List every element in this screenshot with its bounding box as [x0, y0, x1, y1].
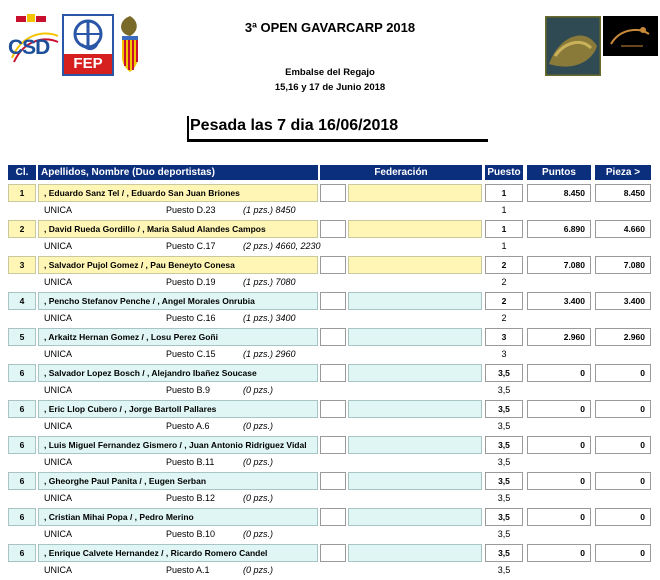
peg-position: Puesto C.17	[166, 241, 216, 251]
csd-logo-text: CSD	[8, 36, 50, 59]
sector-puesto: 1	[501, 205, 507, 215]
federation-cell	[348, 508, 482, 526]
catch-detail: (0 pzs.)	[243, 421, 274, 431]
catch-detail: (0 pzs.)	[243, 385, 274, 395]
rank-cell: 1	[8, 184, 36, 202]
peg-position: Puesto B.9	[166, 385, 211, 395]
puntos-cell: 6.890	[527, 220, 591, 238]
duo-names-cell: , Cristian Mihai Popa / , Pedro Merino	[38, 508, 318, 526]
federation-cell	[348, 400, 482, 418]
fep-logo-text: FEP	[64, 54, 112, 74]
header-names: Apellidos, Nombre (Duo deportistas)	[38, 165, 318, 180]
category-label: UNICA	[44, 313, 73, 323]
sector-puesto: 3,5	[497, 493, 511, 503]
federation-code-cell	[320, 292, 346, 310]
category-label: UNICA	[44, 385, 73, 395]
rank-cell: 6	[8, 436, 36, 454]
federation-code-cell	[320, 508, 346, 526]
pieza-cell: 8.450	[595, 184, 651, 202]
table-row	[0, 400, 660, 436]
pieza-cell: 0	[595, 508, 651, 526]
duo-names-cell: , Arkaitz Hernan Gomez / , Losu Perez Goñi	[38, 328, 318, 346]
federation-cell	[348, 544, 482, 562]
pieza-cell: 0	[595, 472, 651, 490]
duo-names-cell: , David Rueda Gordillo / , Maria Salud Alandes Campos	[38, 220, 318, 238]
pieza-cell: 2.960	[595, 328, 651, 346]
federation-code-cell	[320, 220, 346, 238]
puntos-cell: 0	[527, 400, 591, 418]
federation-code-cell	[320, 472, 346, 490]
federation-cell	[348, 184, 482, 202]
category-label: UNICA	[44, 277, 73, 287]
puesto-cell: 3,5	[485, 364, 523, 382]
header-cl: Cl.	[8, 165, 36, 180]
puntos-cell: 2.960	[527, 328, 591, 346]
federation-code-cell	[320, 364, 346, 382]
federation-cell	[348, 256, 482, 274]
event-title: 3ª OPEN GAVARCARP 2018	[244, 20, 416, 35]
puntos-cell: 0	[527, 544, 591, 562]
category-label: UNICA	[44, 205, 73, 215]
rank-cell: 6	[8, 544, 36, 562]
rank-cell: 2	[8, 220, 36, 238]
category-label: UNICA	[44, 493, 73, 503]
sector-puesto: 3,5	[497, 529, 511, 539]
table-row	[0, 328, 660, 364]
sector-puesto: 3,5	[497, 385, 511, 395]
federation-code-cell	[320, 436, 346, 454]
subtitle-left-rule	[187, 116, 189, 140]
catch-detail: (1 pzs.) 2960	[243, 349, 296, 359]
category-label: UNICA	[44, 457, 73, 467]
puesto-cell: 3	[485, 328, 523, 346]
duo-names-cell: , Enrique Calvete Hernandez / , Ricardo Romero Candel	[38, 544, 318, 562]
sector-puesto: 2	[501, 277, 507, 287]
catch-detail: (1 pzs.) 8450	[243, 205, 296, 215]
rank-cell: 5	[8, 328, 36, 346]
puntos-cell: 0	[527, 472, 591, 490]
puesto-cell: 2	[485, 256, 523, 274]
table-row	[0, 256, 660, 292]
federation-code-cell	[320, 256, 346, 274]
puesto-cell: 3,5	[485, 400, 523, 418]
puesto-cell: 3,5	[485, 436, 523, 454]
pieza-cell: 3.400	[595, 292, 651, 310]
puntos-cell: 0	[527, 436, 591, 454]
category-label: UNICA	[44, 241, 73, 251]
duo-names-cell: , Luis Miguel Fernandez Gismero / , Juan Antonio Ridriguez Vidal	[38, 436, 318, 454]
puntos-cell: 3.400	[527, 292, 591, 310]
federation-cell	[348, 328, 482, 346]
table-row	[0, 508, 660, 544]
peg-position: Puesto A.1	[166, 565, 210, 575]
duo-names-cell: , Eduardo Sanz Tel / , Eduardo San Juan Briones	[38, 184, 318, 202]
sector-puesto: 3,5	[497, 421, 511, 431]
peg-position: Puesto C.16	[166, 313, 216, 323]
puntos-cell: 0	[527, 508, 591, 526]
sector-puesto: 2	[501, 313, 507, 323]
table-row	[0, 472, 660, 508]
header-federation: Federación	[320, 165, 482, 180]
sector-puesto: 3,5	[497, 565, 511, 575]
event-venue: Embalse del Regajo	[285, 67, 375, 78]
rank-cell: 6	[8, 364, 36, 382]
table-row	[0, 292, 660, 328]
category-label: UNICA	[44, 565, 73, 575]
table-row	[0, 220, 660, 256]
weigh-in-subtitle: Pesada las 7 dia 16/06/2018	[190, 117, 399, 134]
rank-cell: 6	[8, 400, 36, 418]
table-row	[0, 364, 660, 400]
duo-names-cell: , Eric Llop Cubero / , Jorge Bartoll Pallares	[38, 400, 318, 418]
puesto-cell: 3,5	[485, 544, 523, 562]
puesto-cell: 1	[485, 220, 523, 238]
catch-detail: (0 pzs.)	[243, 457, 274, 467]
subtitle-underline	[187, 139, 488, 142]
sector-puesto: 3	[501, 349, 507, 359]
rank-cell: 4	[8, 292, 36, 310]
puesto-cell: 3,5	[485, 472, 523, 490]
federation-cell	[348, 472, 482, 490]
federation-cell	[348, 364, 482, 382]
federation-code-cell	[320, 400, 346, 418]
header-pieza: Pieza >	[595, 165, 651, 180]
sector-puesto: 1	[501, 241, 507, 251]
category-label: UNICA	[44, 529, 73, 539]
table-row	[0, 436, 660, 472]
table-row	[0, 544, 660, 580]
pieza-cell: 0	[595, 544, 651, 562]
peg-position: Puesto B.12	[166, 493, 216, 503]
catch-detail: (1 pzs.) 3400	[243, 313, 296, 323]
category-label: UNICA	[44, 421, 73, 431]
duo-names-cell: , Pencho Stefanov Penche / , Angel Morales Onrubia	[38, 292, 318, 310]
peg-position: Puesto A.6	[166, 421, 210, 431]
header-puesto: Puesto	[485, 165, 523, 180]
event-dates: 15,16 y 17 de Junio 2018	[274, 82, 386, 93]
header-puntos: Puntos	[527, 165, 591, 180]
peg-position: Puesto B.10	[166, 529, 216, 539]
duo-names-cell: , Salvador Pujol Gomez / , Pau Beneyto Conesa	[38, 256, 318, 274]
puesto-cell: 3,5	[485, 508, 523, 526]
category-label: UNICA	[44, 349, 73, 359]
federation-code-cell	[320, 184, 346, 202]
federation-code-cell	[320, 328, 346, 346]
federation-cell	[348, 220, 482, 238]
puntos-cell: 8.450	[527, 184, 591, 202]
catch-detail: (0 pzs.)	[243, 493, 274, 503]
rank-cell: 6	[8, 472, 36, 490]
catch-detail: (1 pzs.) 7080	[243, 277, 296, 287]
pieza-cell: 0	[595, 364, 651, 382]
pieza-cell: 4.660	[595, 220, 651, 238]
pieza-cell: 7.080	[595, 256, 651, 274]
federation-cell	[348, 436, 482, 454]
catch-detail: (0 pzs.)	[243, 529, 274, 539]
duo-names-cell: , Gheorghe Paul Panita / , Eugen Serban	[38, 472, 318, 490]
rank-cell: 6	[8, 508, 36, 526]
puesto-cell: 2	[485, 292, 523, 310]
pieza-cell: 0	[595, 400, 651, 418]
peg-position: Puesto B.11	[166, 457, 215, 467]
sector-puesto: 3,5	[497, 457, 511, 467]
puesto-cell: 1	[485, 184, 523, 202]
puntos-cell: 0	[527, 364, 591, 382]
peg-position: Puesto D.23	[166, 205, 216, 215]
pieza-cell: 0	[595, 436, 651, 454]
peg-position: Puesto D.19	[166, 277, 216, 287]
rank-cell: 3	[8, 256, 36, 274]
catch-detail: (0 pzs.)	[243, 565, 274, 575]
peg-position: Puesto C.15	[166, 349, 216, 359]
catch-detail: (2 pzs.) 4660, 2230	[243, 241, 321, 251]
federation-cell	[348, 292, 482, 310]
table-row	[0, 184, 660, 220]
federation-code-cell	[320, 544, 346, 562]
puntos-cell: 7.080	[527, 256, 591, 274]
duo-names-cell: , Salvador Lopez Bosch / , Alejandro Ibañez Soucase	[38, 364, 318, 382]
